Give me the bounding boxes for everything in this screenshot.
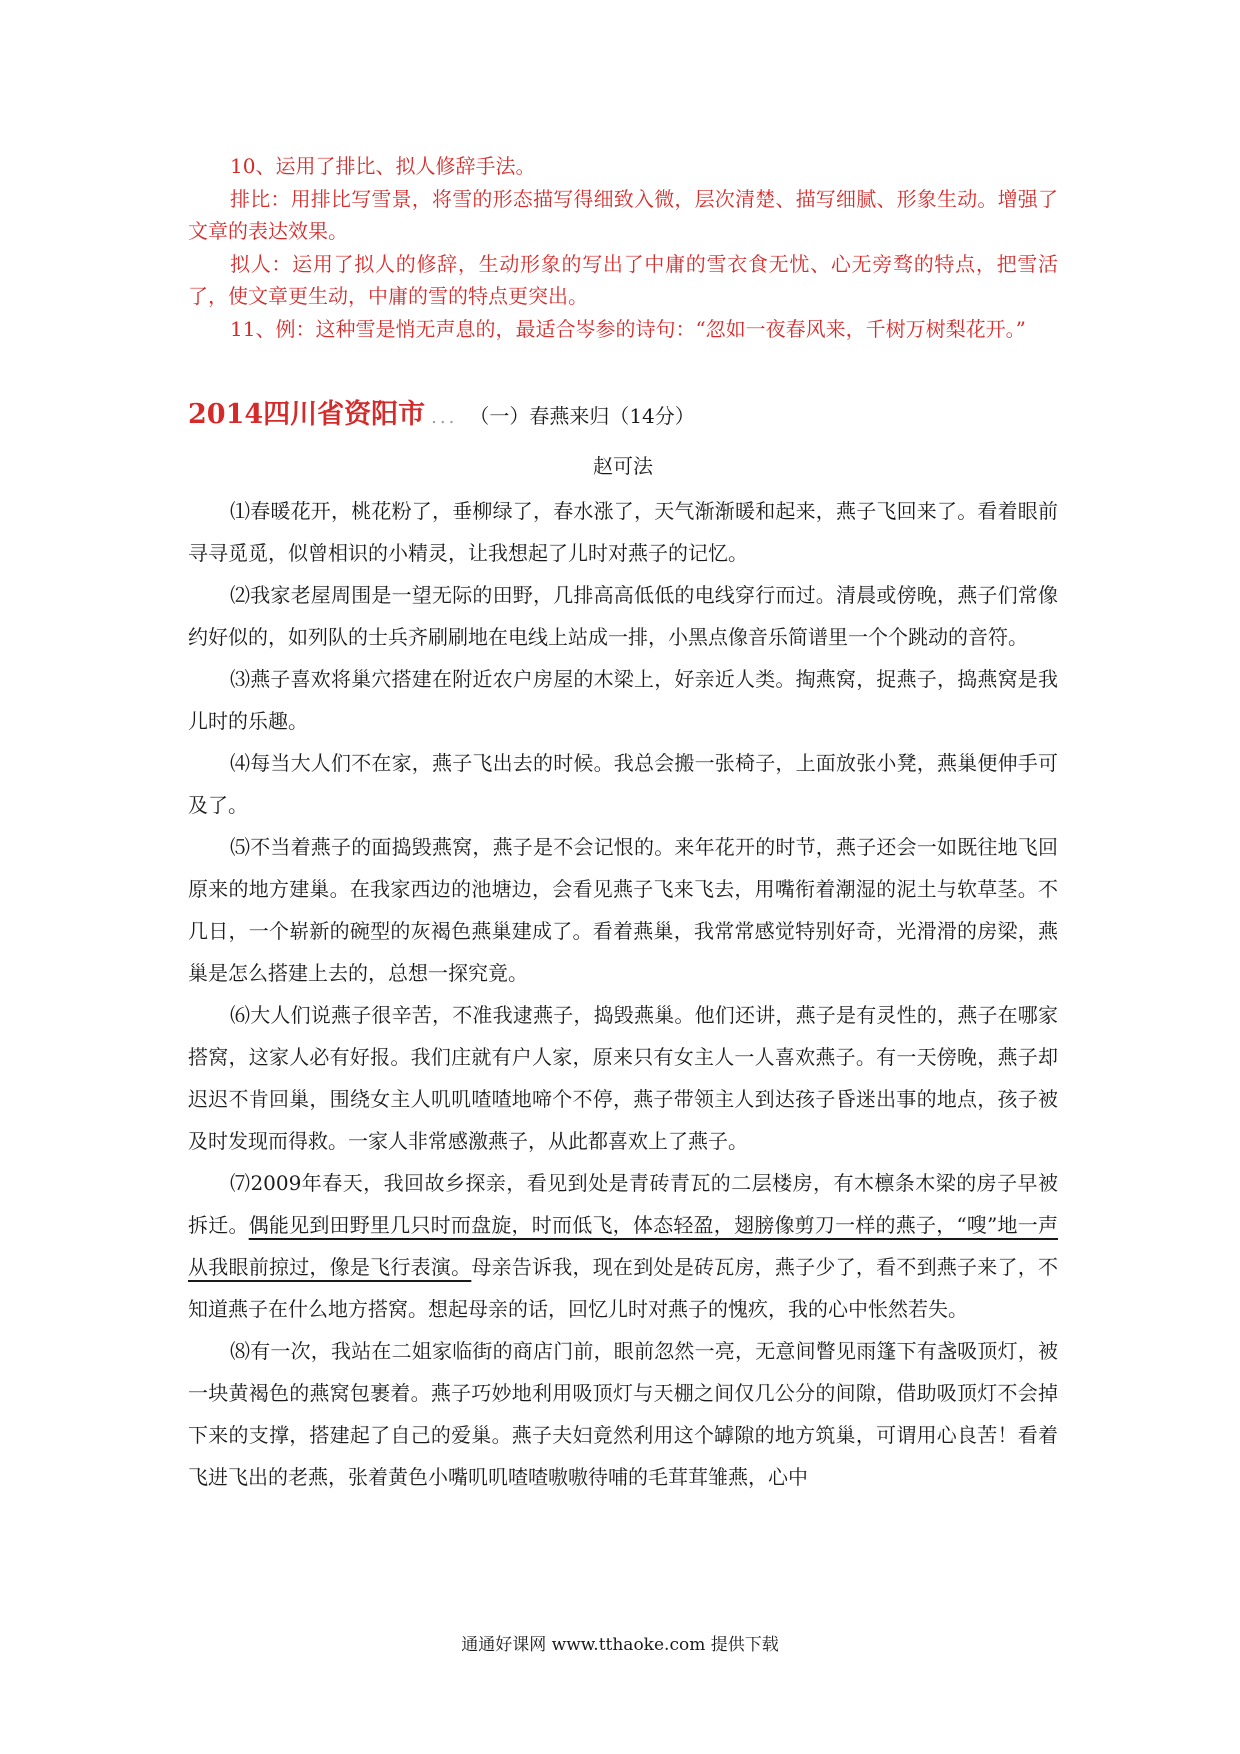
passage-title: （一）春燕来归（14分） — [469, 404, 695, 428]
paragraph-5: ⑸不当着燕子的面捣毁燕窝，燕子是不会记恨的。来年花开的时节，燕子还会一如既往地飞回原来的地方建巢。在我家西边的池塘边，会看见燕子飞来飞去，用嘴衔着潮湿的泥土与软草茎。不几日，一个崭新的碗型的灰褐色燕巢建成了。看着燕巢，我常常感觉特别好奇，光滑滑的房梁，燕巢是怎么搭建上去的，总想一探究竟。 — [188, 835, 1058, 985]
answer-key — [188, 150, 1058, 345]
section-header — [188, 392, 1058, 436]
paragraph-7-end: 母亲告诉我，现在到处是砖瓦房，燕子少了，看不到燕子来了，不知道燕子在什么地方搭窝。想起母亲的话，回忆儿时对燕子的愧疚，我的心中怅然若失。 — [188, 1255, 1059, 1321]
answer-10: 10、运用了排比、拟人修辞手法。 — [230, 154, 536, 178]
paragraph-8: ⑻有一次，我站在二姐家临街的商店门前，眼前忽然一亮，无意间瞥见雨篷下有盏吸顶灯，被一块黄褐色的燕窝包裹着。燕子巧妙地利用吸顶灯与天棚之间仅几公分的间隙，借助吸顶灯不会掉下来的支撑，搭建起了自己的爱巢。燕子夫妇竟然利用这个罅隙的地方筑巢，可谓用心良苦！看着飞进飞出的老燕，张着黄色小嘴叽叽喳喳嗷嗷待哺的毛茸茸雏燕，心中 — [188, 1339, 1058, 1489]
page-footer: 通通好课网 www.tthaoke.com 提供下载 — [461, 1635, 779, 1655]
answer-10-parallelism: 排比：用排比写雪景，将雪的形态描写得细致入微，层次清楚、描写细腻、形象生动。增强了文章的表达效果。 — [188, 186, 1058, 243]
paragraph-7 — [188, 1162, 1058, 1330]
underlined-sentence: 偶能见到田野里几只时而盘旋，时而低飞，体态轻盈，翅膀像剪刀一样的燕子，“嗖”地一声从我眼前掠过，像是飞行表演。 — [188, 1213, 1059, 1279]
author-name: 赵可法 — [593, 454, 653, 478]
section-title: 2014四川省资阳市 — [188, 399, 426, 430]
title-dots: ... — [431, 407, 458, 428]
answer-11: 11、例：这种雪是悄无声息的，最适合岑参的诗句：“忽如一夜春风来，千树万树梨花开。” — [230, 316, 1026, 341]
answer-10-personification: 拟人：运用了拟人的修辞，生动形象的写出了中庸的雪衣食无忧、心无旁骛的特点，把雪活了，使文章更生动，中庸的雪的特点更突出。 — [188, 251, 1058, 308]
paragraph-2: ⑵我家老屋周围是一望无际的田野，几排高高低低的电线穿行而过。清晨或傍晚，燕子们常像约好似的，如列队的士兵齐刷刷地在电线上站成一排，小黑点像音乐简谱里一个个跳动的音符。 — [188, 583, 1058, 649]
paragraph-1: ⑴春暖花开，桃花粉了，垂柳绿了，春水涨了，天气渐渐暖和起来，燕子飞回来了。看着眼前寻寻觅觅，似曾相识的小精灵，让我想起了儿时对燕子的记忆。 — [188, 499, 1058, 565]
paragraph-4: ⑷每当大人们不在家，燕子飞出去的时候。我总会搬一张椅子，上面放张小凳，燕巢便伸手可及了。 — [188, 751, 1058, 817]
paragraph-3: ⑶燕子喜欢将巢穴搭建在附近农户房屋的木梁上，好亲近人类。掏燕窝，捉燕子，捣燕窝是我儿时的乐趣。 — [188, 667, 1058, 733]
paragraph-6: ⑹大人们说燕子很辛苦，不准我逮燕子，捣毁燕巢。他们还讲，燕子是有灵性的，燕子在哪家搭窝，这家人必有好报。我们庄就有户人家，原来只有女主人一人喜欢燕子。有一天傍晚，燕子却迟迟不肯回巢，围绕女主人叽叽喳喳地啼个不停，燕子带领主人到达孩子昏迷出事的地点，孩子被及时发现而得救。一家人非常感激燕子，从此都喜欢上了燕子。 — [188, 1003, 1058, 1153]
article-body — [188, 490, 1058, 1498]
paragraph-7-start: ⑺2009年春天，我回故乡探亲，看见到处是青砖青瓦的二层楼房，有木檩条木梁的房子早被拆迁。 — [188, 1171, 1058, 1237]
